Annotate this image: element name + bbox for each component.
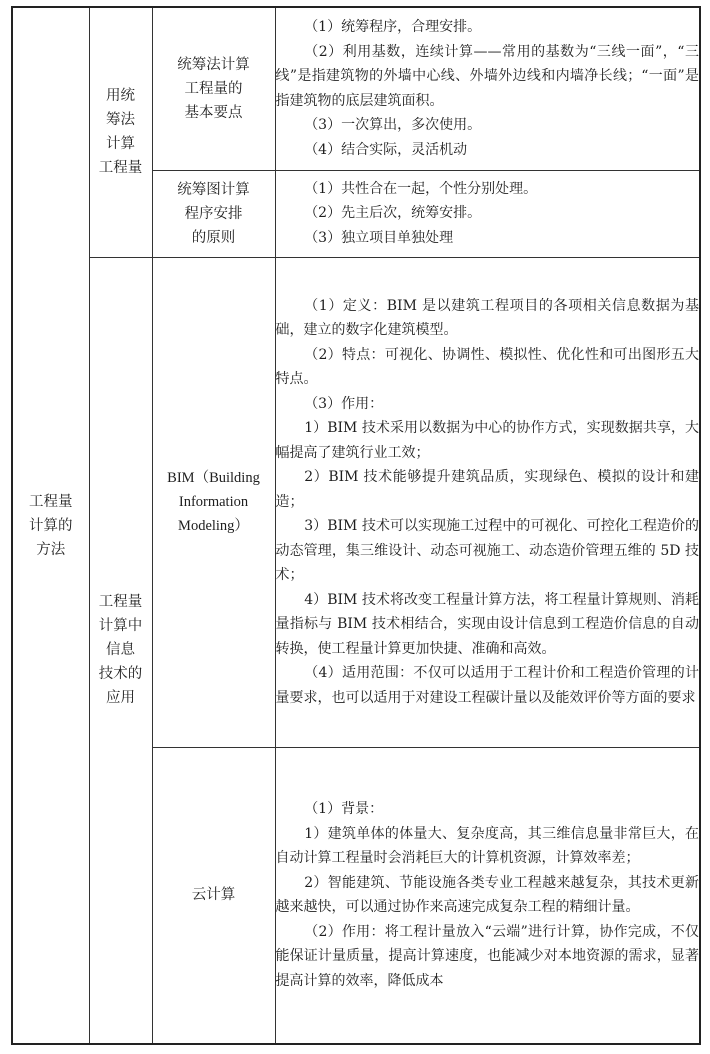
category-label-line: 方法 (36, 541, 66, 558)
subject-label-line: 云计算 (191, 887, 236, 904)
group-label-line: 计算中 (98, 618, 143, 635)
category-label-line: 工程量 (29, 493, 73, 510)
subject-label-line: 工程量的 (184, 80, 243, 97)
subject-label-line: 程序安排 (184, 205, 243, 222)
subject-label-line: 基本要点 (184, 104, 243, 121)
content-cell (275, 170, 700, 257)
subject-label-line: 统筹图计算 (177, 181, 250, 198)
category-label-line: 计算的 (29, 517, 73, 534)
group-label-line: 工程量 (98, 160, 143, 177)
group-label-line: 计算 (106, 136, 135, 153)
subject-label-line: 统筹法计算 (177, 56, 250, 73)
table-row (12, 7, 700, 170)
group-cell-overall-planning (89, 7, 152, 257)
content-paragraph: 1）建筑单体的体量大、复杂度高，其三维信息量非常巨大，在自动计算工程量时会消耗巨大的计算机资源，计算效率差； (275, 825, 699, 867)
subject-label-line: Modeling） (178, 518, 249, 534)
content-paragraph: （4）结合实际，灵活机动 (304, 141, 468, 158)
content-cell (275, 747, 700, 1044)
content-paragraph: （1）背景： (304, 801, 384, 818)
subject-label-line: 的原则 (191, 229, 236, 246)
subject-cell (152, 257, 275, 747)
subject-label-line: Information (178, 494, 249, 510)
method-table (11, 6, 701, 1045)
content-paragraph: （3）独立项目单独处理 (304, 229, 454, 246)
subject-label-line: BIM（Building (167, 470, 260, 486)
content-paragraph: 3）BIM 技术可以实现施工过程中的可视化、可控化工程造价的动态管理，集三维设计、动态可视施工、动态造价管理五维的 5D 技术； (275, 518, 699, 584)
content-paragraph: 2）智能建筑、节能设施各类专业工程越来越复杂，其技术更新越来越快，可以通过协作来高速完成复杂工程的精细计量。 (275, 874, 699, 916)
content-paragraph: （2）作用：将工程计量放入“云端”进行计算，协作完成，不仅能保证计量质量，提高计算速度，也能减少对本地资源的需求，显著提高计算的效率，降低成本 (275, 923, 699, 989)
content-paragraph: （3）一次算出，多次使用。 (304, 117, 482, 134)
content-cell (275, 7, 700, 170)
group-label-line: 信息 (106, 642, 135, 659)
group-label-line: 工程量 (98, 594, 143, 611)
content-paragraph: （1）共性合在一起，个性分别处理。 (304, 180, 538, 197)
group-cell-information-technology (89, 257, 152, 1044)
table-row (12, 257, 700, 747)
content-paragraph: （1）定义：BIM 是以建筑工程项目的各项相关信息数据为基础，建立的数字化建筑模型。 (275, 297, 699, 339)
subject-cell (152, 747, 275, 1044)
content-paragraph: （3）作用： (304, 395, 384, 412)
content-paragraph: （2）特点：可视化、协调性、模拟性、优化性和可出图形五大特点。 (275, 346, 699, 388)
group-label-line: 技术的 (98, 666, 143, 683)
content-paragraph: （2）先主后次，统筹安排。 (304, 205, 482, 222)
group-label-line: 应用 (106, 690, 135, 707)
group-label-line: 用统 (106, 88, 135, 105)
content-paragraph: （4）适用范围：不仅可以适用于工程计价和工程造价管理的计量要求，也可以适用于对建设工程碳计量以及能效评价等方面的要求 (275, 665, 699, 706)
group-label-line: 筹法 (106, 112, 135, 129)
content-paragraph: （1）统筹程序，合理安排。 (304, 19, 482, 36)
content-paragraph: （2）利用基数，连续计算——常用的基数为“三线一面”，“三线”是指建筑物的外墙中心线、外墙外边线和内墙净长线；“一面”是指建筑物的底层建筑面积。 (275, 43, 699, 109)
subject-cell (152, 7, 275, 170)
category-cell (12, 7, 89, 1044)
content-paragraph: 4）BIM 技术将改变工程量计算方法，将工程量计算规则、消耗量指标与 BIM 技术相结合，实现由设计信息到工程造价信息的自动转换，使工程量计算更加快捷、准确和高效。 (275, 591, 699, 657)
subject-cell (152, 170, 275, 257)
content-cell (275, 257, 700, 747)
content-paragraph: 1）BIM 技术采用以数据为中心的协作方式，实现数据共享，大幅提高了建筑行业工效； (275, 420, 699, 461)
content-paragraph: 2）BIM 技术能够提升建筑品质，实现绿色、模拟的设计和建造； (275, 469, 699, 510)
